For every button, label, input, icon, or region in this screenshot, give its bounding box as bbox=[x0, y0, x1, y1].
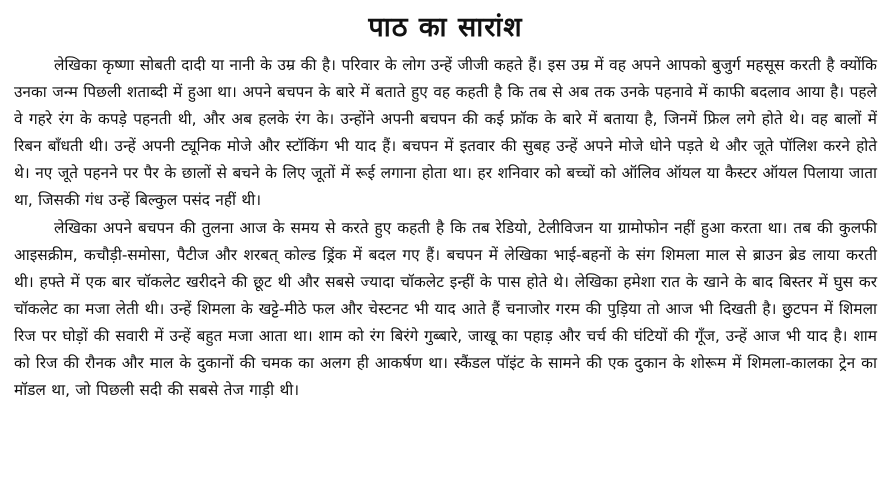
page-title: पाठ का सारांश bbox=[368, 12, 523, 43]
paragraph-1: लेखिका कृष्णा सोबती दादी या नानी के उम्र की है। परिवार के लोग उन्हें जीजी कहते हैं। इस उम्र में वह अपने आपको बुजुर्ग महसूस करती है क्योंकि उनका जन्म पिछली शताब्दी में हुआ था। अपने बचपन के बारे में बताते हुए वह कहती है कि तब से अब तक उनके पहनावे में काफी बदलाव आया है। पहले वे गहरे रंग के कपड़े पहनती थी, और अब हलके रंग के। उन्होंने अपनी बचपन की कई फ्रॉक के बारे में बताया है, जिनमें फ्रिल लगे होते थे। वह बालों में रिबन बाँधती थी। उन्हें अपनी ट्यूनिक मोजे और स्टॉकिंग भी याद हैं। बचपन में इतवार की सुबह उन्हें अपने मोजे धोने पड़ते थे और जूते पॉलिश करने होते थे। नए जूते पहनने पर पैर के छालों से बचने के लिए जूतों में रूई लगाना होता था। हर शनिवार को बच्चों को ऑलिव ऑयल या कैस्टर ऑयल पिलाया जाता था, जिसकी गंध उन्हें बिल्कुल पसंद नहीं थी। bbox=[14, 56, 878, 210]
paragraph-2: लेखिका अपने बचपन की तुलना आज के समय से करते हुए कहती है कि तब रेडियो, टेलीविजन या ग्रामोफोन नहीं हुआ करता था। तब की कुलफी आइसक्रीम, कचौड़ी-समोसा, पैटीज और शरबत् कोल्ड ड्रिंक में बदल गए हैं। बचपन में लेखिका भाई-बहनों के संग शिमला माल से ब्राउन ब्रेड लाया करती थी। हफ्ते में एक बार चॉकलेट खरीदने की छूट थी और सबसे ज्यादा चॉकलेट इन्हीं के पास होते थे। लेखिका हमेशा रात के खाने के बाद बिस्तर में घुस कर चॉकलेट का मजा लेती थी। उन्हें शिमला के खट्टे-मीठे फल और चेस्टनट भी याद आते हैं चनाजोर गरम की पुड़िया तो आज भी दिखती है। छुटपन में शिमला रिज पर घोड़ों की सवारी में उन्हें बहुत मजा आता था। शाम को रंग बिरंगे गुब्बारे, जाखू का पहाड़ और चर्च की घंटियों की गूँज, उन्हें आज भी याद है। शाम को रिज की रौनक और माल के दुकानों की चमक का अलग ही आकर्षण था। स्कैंडल पॉइंट के सामने की एक दुकान के शोरूम में शिमला-कालका ट्रेन का मॉडल था, जो पिछली सदी की सबसे तेज गाड़ी थी। bbox=[14, 218, 877, 400]
